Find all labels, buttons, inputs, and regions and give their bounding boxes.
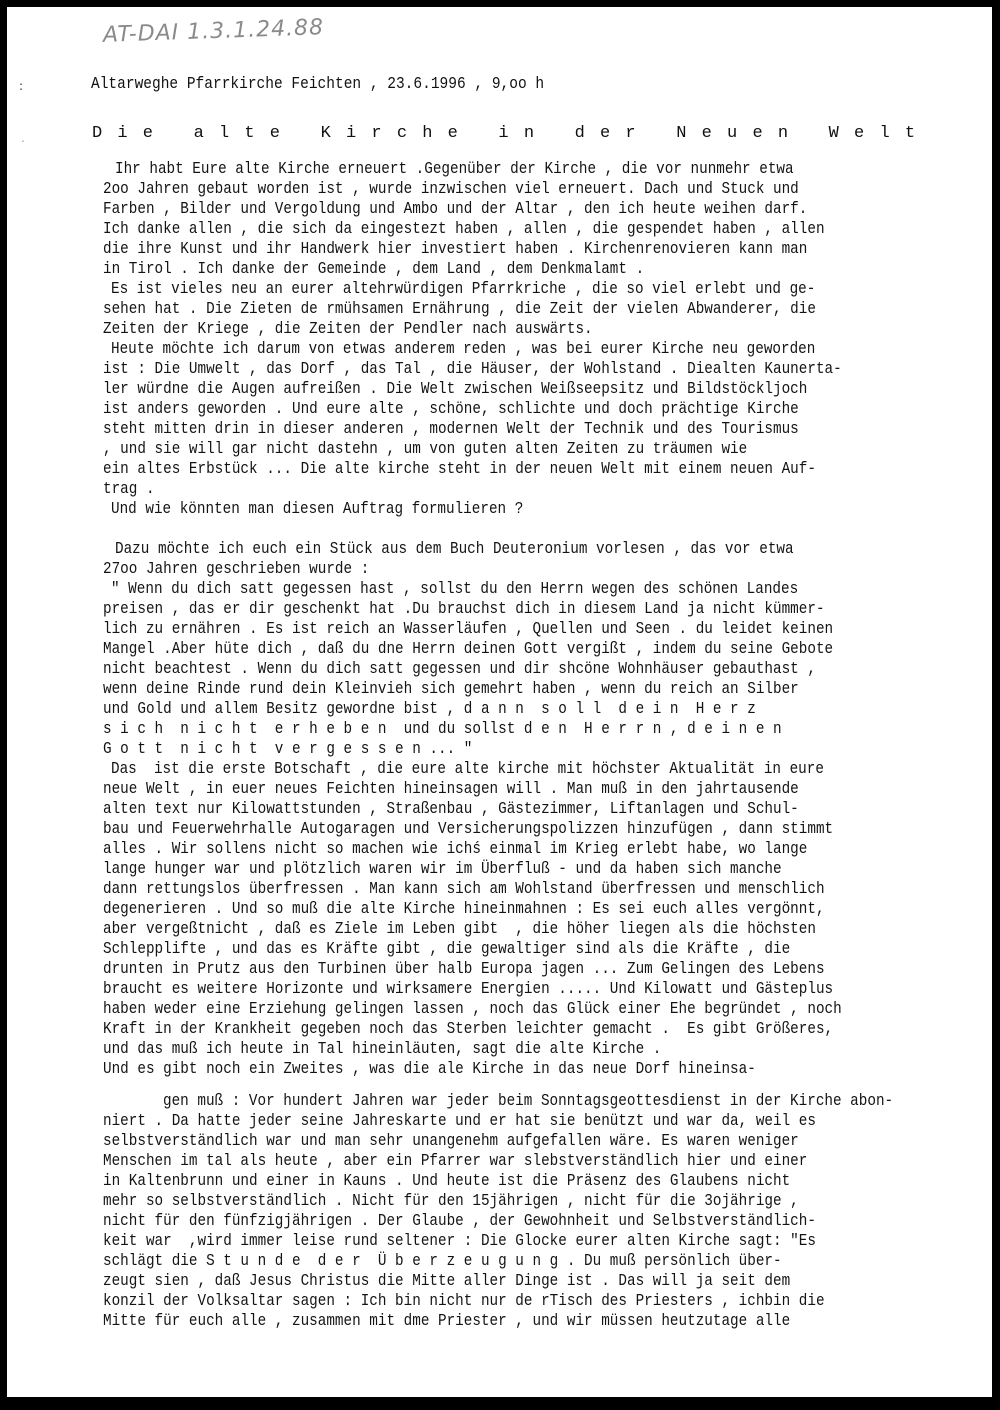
text-line: Das ist die erste Botschaft , die eure alte kirche mit höchster Aktualität in eure [111, 760, 824, 779]
text-line: Ihr habt Eure alte Kirche erneuert .Gegenüber der Kirche , die vor nunmehr etwa [115, 160, 794, 179]
text-line: Und wie könnten man diesen Auftrag formulieren ? [111, 500, 524, 519]
text-line: s i c h n i c h t e r h e b e n und du sollst d e n H e r r n , d e i n e n [103, 720, 782, 739]
text-line: mehr so selbstverständlich . Nicht für den 15jährigen , nicht für die 3ojährige , [103, 1192, 799, 1211]
text-line: Ich danke allen , die sich da eingestezt haben , allen , die gespendet haben , allen [103, 220, 825, 239]
text-line: lich zu ernähren . Es ist reich an Wasserläufen , Quellen und Seen . du leidet keinen [103, 620, 834, 639]
text-line: ist : Die Umwelt , das Dorf , das Tal , die Häuser, der Wohlstand . Diealten Kaunerta- [103, 360, 842, 379]
text-line: alles . Wir sollens nicht so machen wie ichś einmal im Krieg erlebt habe, wo lange [103, 840, 808, 859]
text-line: Menschen im tal als heute , aber ein Pfarrer war slebstverständlich hier und einer [103, 1152, 808, 1171]
text-line: und Gold und allem Besitz gewordne bist , d a n n s o l l d e i n H e r z [103, 700, 756, 719]
text-line: , und sie will gar nicht dastehn , um von guten alten Zeiten zu träumen wie [103, 440, 748, 459]
text-line: ein altes Erbstück ... Die alte kirche steht in der neuen Welt mit einem neuen Auf- [103, 460, 816, 479]
text-line: nicht beachtest . Wenn du dich satt gegessen und dir shcöne Wohnhäuser gebauthast , [103, 660, 816, 679]
text-line: Und es gibt noch ein Zweites , was die ale Kirche in das neue Dorf hineinsa- [103, 1060, 756, 1079]
text-line: Zeiten der Kriege , die Zeiten der Pendler nach auswärts. [103, 320, 593, 339]
text-line: keit war ,wird immer leise rund seltener : Die Glocke eurer alten Kirche sagt: "Es [103, 1232, 816, 1251]
text-line: Mitte für euch alle , zusammen mit dme Priester , und wir müssen heutzutage alle [103, 1312, 791, 1331]
text-line: in Tirol . Ich danke der Gemeinde , dem Land , dem Denkmalamt . [103, 260, 645, 279]
text-line: konzil der Volksaltar sagen : Ich bin nicht nur de rTisch des Priesters , ichbin die [103, 1292, 825, 1311]
text-line: degenerieren . Und so muß die alte Kirche hineinmahnen : Es sei euch alles vergönnt, [103, 900, 825, 919]
text-line: Farben , Bilder und Vergoldung und Ambo und der Altar , den ich heute weihen darf. [103, 200, 808, 219]
margin-mark: . [21, 131, 25, 145]
text-line: gen muß : Vor hundert Jahren war jeder beim Sonntagsgeottesdienst in der Kirche abon- [163, 1092, 894, 1111]
text-line: alten text nur Kilowattstunden , Straßenbau , Gästezimmer, Liftanlagen und Schul- [103, 800, 799, 819]
text-line: schlägt die S t u n d e d e r Ü b e r z e u g u n g . Du muß persönlich über- [103, 1252, 782, 1271]
text-line: Kraft in der Krankheit gegeben noch das Sterben leichter gemacht . Es gibt Größeres, [103, 1020, 834, 1039]
text-line: drunten in Prutz aus den Turbinen über halb Europa jagen ... Zum Gelingen des Lebens [103, 960, 825, 979]
text-line: dann rettungslos überfressen . Man kann sich am Wohlstand überfressen und menschlich [103, 880, 825, 899]
text-line: aber vergeßtnicht , daß es Ziele im Leben gibt , die höher liegen als die höchsten [103, 920, 816, 939]
text-line: haben weder eine Erziehung gelingen lassen , noch das Glück einer Ehe begründet , noch [103, 1000, 842, 1019]
text-line: " Wenn du dich satt gegessen hast , sollst du den Herrn wegen des schönen Landes [111, 580, 799, 599]
text-line: 27oo Jahren geschrieben wurde : [103, 560, 370, 579]
document-title: Die alte Kirche in der Neuen Welt [92, 124, 931, 143]
text-line: 2oo Jahren gebaut worden ist , wurde inzwischen viel erneuert. Dach und Stuck und [103, 180, 799, 199]
archive-reference-mark: AT-DAI 1.3.1.24.88 [102, 15, 325, 48]
document-page [7, 7, 992, 1397]
text-line: Mangel .Aber hüte dich , daß du dne Herrn deinen Gott vergißt , indem du seine Gebote [103, 640, 834, 659]
text-line: und das muß ich heute in Tal hineinläuten, sagt die alte Kirche . [103, 1040, 662, 1059]
text-line: bau und Feuerwehrhalle Autogaragen und Versicherungspolizzen hinzufügen , dann stimmt [103, 820, 834, 839]
document-header: Altarweghe Pfarrkirche Feichten , 23.6.1996 , 9,oo h [91, 74, 545, 93]
text-line: zeugt sien , daß Jesus Christus die Mitte aller Dinge ist . Das will ja seit dem [103, 1272, 791, 1291]
text-line: steht mitten drin in dieser anderen , modernen Welt der Technik und des Tourismus [103, 420, 799, 439]
text-line: Dazu möchte ich euch ein Stück aus dem Buch Deuteronium vorlesen , das vor etwa [115, 540, 794, 559]
text-line: ist anders geworden . Und eure alte , schöne, schlichte und doch prächtige Kirche [103, 400, 799, 419]
text-line: neue Welt , in euer neues Feichten hineinsagen will . Man muß in den jahrtausende [103, 780, 799, 799]
text-line: preisen , das er dir geschenkt hat .Du brauchst dich in diesem Land ja nicht kümmer- [103, 600, 825, 619]
text-line: niert . Da hatte jeder seine Jahreskarte und er hat sie benützt und war da, weil es [103, 1112, 816, 1131]
text-line: die ihre Kunst und ihr Handwerk hier investiert haben . Kirchenrenovieren kann man [103, 240, 808, 259]
text-line: Schlepplifte , und das es Kräfte gibt , die gewaltiger sind als die Kräfte , die [103, 940, 791, 959]
text-line: in Kaltenbrunn und einer in Kauns . Und heute ist die Präsenz des Glaubens nicht [103, 1172, 791, 1191]
text-line: braucht es weitere Horizonte und wirksamere Energien ..... Und Kilowatt und Gästeplus [103, 980, 834, 999]
text-line: nicht für den fünfzigjährigen . Der Glaube , der Gewohnheit und Selbstverständlich- [103, 1212, 816, 1231]
text-line: Heute möchte ich darum von etwas anderem reden , was bei eurer Kirche neu geworden [111, 340, 816, 359]
text-line: G o t t n i c h t v e r g e s s e n ... " [103, 740, 473, 759]
text-line: ler würdne die Augen aufreißen . Die Welt zwischen Weißseepsitz und Bildstöckljoch [103, 380, 808, 399]
text-line: wenn deine Rinde rund dein Kleinvieh sich gemehrt haben , wenn du reich an Silber [103, 680, 799, 699]
text-line: selbstverständlich war und man sehr unangenehm aufgefallen wäre. Es waren weniger [103, 1132, 799, 1151]
margin-mark: : [19, 79, 24, 93]
text-line: trag . [103, 480, 155, 499]
text-line: lange hunger war und plötzlich waren wir im Überfluß - und da haben sich manche [103, 860, 782, 879]
text-line: sehen hat . Die Zieten de rmühsamen Ernährung , die Zeit der vielen Abwanderer, die [103, 300, 816, 319]
text-line: Es ist vieles neu an eurer altehrwürdigen Pfarrkriche , die so viel erlebt und ge- [111, 280, 816, 299]
